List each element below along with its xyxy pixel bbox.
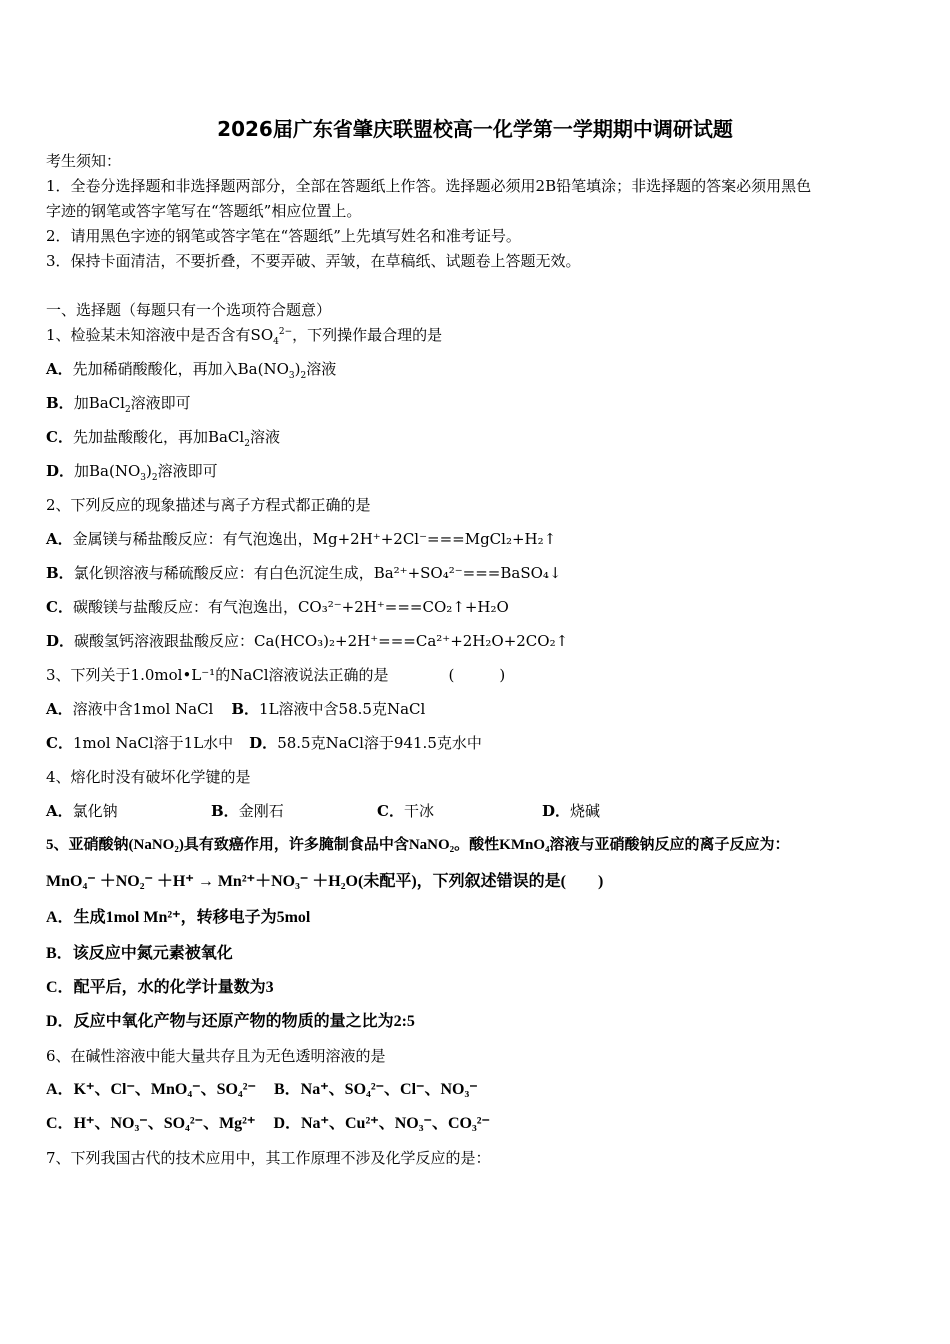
question-3-stem — [46, 665, 505, 685]
question-3-option-b[interactable] — [231, 700, 425, 718]
option-text: 碳酸氢钙溶液跟盐酸反应：Ca(HCO₃)₂+2H⁺===Ca²⁺+2H₂O+2CO₂↑ — [74, 632, 569, 650]
notice-item-1: 1．全卷分选择题和非选择题两部分，全部在答题纸上作答。选择题必须用2B铅笔填涂；非选择题的答案必须用黑色 — [46, 177, 812, 195]
option-label: A． — [46, 1081, 74, 1098]
notice-item-1-cont: 字迹的钢笔或答字笔写在“答题纸”相应位置上。 — [46, 202, 362, 220]
option-label: B． — [273, 1081, 301, 1098]
question-3-options-cd — [46, 733, 482, 753]
question-6-option-d[interactable] — [273, 1115, 490, 1132]
question-2-option-d[interactable] — [46, 631, 568, 651]
question-2-option-a[interactable] — [46, 529, 556, 549]
option-label: B． — [46, 564, 74, 582]
question-1-stem — [46, 325, 442, 345]
question-4-option-a[interactable] — [46, 801, 118, 821]
option-text: 氯化钠 — [72, 802, 118, 820]
option-label: D． — [542, 802, 571, 820]
question-4-option-d[interactable] — [542, 801, 600, 821]
option-label: D． — [273, 1115, 301, 1132]
question-6-option-a[interactable] — [46, 1081, 256, 1098]
option-label: B． — [211, 802, 239, 820]
question-2-option-c[interactable] — [46, 597, 509, 617]
notice-item-3: 3．保持卡面清洁，不要折叠，不要弄破、弄皱，在草稿纸、试题卷上答题无效。 — [46, 252, 581, 270]
question-5-option-a[interactable] — [46, 908, 310, 928]
question-3-option-a[interactable] — [46, 700, 213, 718]
option-text: 该反应中氮元素被氧化 — [72, 945, 233, 962]
option-sub: 2 — [300, 371, 307, 381]
question-5-option-c[interactable] — [46, 978, 274, 998]
option-label: C． — [46, 1115, 74, 1132]
option-label: C． — [46, 979, 74, 996]
question-5-option-d[interactable] — [46, 1012, 415, 1032]
option-text: 溶液 — [249, 428, 280, 446]
option-sub: 3 — [288, 371, 295, 381]
option-text: 溶液 — [306, 360, 337, 378]
question-3-options-ab — [46, 699, 425, 719]
option-text: 金属镁与稀盐酸反应：有气泡逸出，Mg+2H⁺+2Cl⁻===MgCl₂+H₂↑ — [72, 530, 557, 548]
option-label: A． — [46, 909, 74, 926]
option-text: 配平后，水的化学计量数为3 — [73, 979, 274, 996]
question-1-option-b[interactable] — [46, 393, 191, 413]
option-sub: 2 — [244, 439, 250, 449]
question-4-option-c[interactable] — [377, 801, 434, 821]
question-1-option-c[interactable] — [46, 427, 280, 447]
option-text: 烧碱 — [570, 802, 601, 820]
question-6-options-cd — [46, 1114, 490, 1134]
page-title: 2026届广东省肇庆联盟校高一化学第一学期期中调研试题 — [217, 117, 733, 141]
option-label: A． — [46, 700, 73, 718]
option-text: H⁺、NO₃⁻、SO₄²⁻、Mg²⁺ — [73, 1115, 256, 1132]
option-text: 加BaCl — [73, 394, 125, 412]
question-5-equation: MnO₄⁻ ＋NO₂⁻ ＋H⁺ → Mn²⁺＋NO₃⁻ ＋H₂O(未配平)，下列叙述错误的是( ) — [46, 873, 604, 890]
option-text: 溶液中含1mol NaCl — [72, 700, 214, 718]
question-5-stem: 5、亚硝酸钠(NaNO₂)具有致癌作用，许多腌制食品中含NaNO₂。酸性KMnO₄溶液与亚硝酸钠反应的离子反应为： — [46, 837, 790, 853]
option-label: C． — [46, 734, 73, 752]
question-7-stem: 7、下列我国古代的技术应用中，其工作原理不涉及化学反应的是： — [46, 1149, 491, 1167]
option-label: C． — [46, 598, 73, 616]
option-label: A． — [46, 802, 73, 820]
option-text: 溶液即可 — [130, 394, 191, 412]
answer-parentheses: ( ) — [448, 666, 506, 684]
question-4-option-b[interactable] — [211, 801, 284, 821]
question-3-option-d[interactable] — [249, 734, 482, 752]
option-text: 先加盐酸酸化，再加BaCl — [72, 428, 245, 446]
option-label: D． — [46, 462, 75, 480]
question-4-stem: 4、熔化时没有破坏化学键的是 — [46, 768, 251, 786]
option-text: 1L溶液中含58.5克NaCl — [259, 700, 426, 718]
option-text: 金刚石 — [238, 802, 284, 820]
option-label: A． — [46, 360, 73, 378]
option-text: 溶液即可 — [157, 462, 218, 480]
option-text: 干冰 — [403, 802, 434, 820]
q1-stem-sub: 4 — [273, 337, 279, 347]
option-label: B． — [231, 700, 260, 718]
option-text: 先加稀硝酸酸化，再加入Ba(NO — [72, 360, 289, 378]
option-text: 58.5克NaCl溶于941.5克水中 — [277, 734, 482, 752]
question-1-option-d[interactable] — [46, 461, 218, 481]
option-text: K⁺、Cl⁻、MnO₄⁻、SO₄²⁻ — [73, 1081, 256, 1098]
option-text: Na⁺、Cu²⁺、NO₃⁻、CO₃²⁻ — [301, 1115, 490, 1132]
question-6-stem: 6、在碱性溶液中能大量共存且为无色透明溶液的是 — [46, 1047, 386, 1065]
option-sub: 2 — [124, 405, 131, 415]
option-text: 生成1mol Mn²⁺，转移电子为5mol — [73, 909, 311, 926]
question-3-option-c[interactable] — [46, 734, 233, 752]
option-sub: 2 — [151, 473, 158, 483]
option-text: Na⁺、SO₄²⁻、Cl⁻、NO₃⁻ — [300, 1081, 478, 1098]
question-1-option-a[interactable] — [46, 359, 336, 379]
option-label: D． — [46, 1013, 74, 1030]
option-label: B． — [46, 394, 74, 412]
question-2-stem: 2、下列反应的现象描述与离子方程式都正确的是 — [46, 496, 371, 514]
question-5-option-b[interactable] — [46, 944, 233, 964]
option-text: 1mol NaCl溶于1L水中 — [72, 734, 234, 752]
q1-stem-text: 1、检验某未知溶液中是否含有SO — [46, 326, 274, 344]
option-label: D． — [46, 632, 75, 650]
option-sub: 3 — [140, 473, 146, 483]
notice-heading: 考生须知： — [46, 152, 122, 170]
option-label: A． — [46, 530, 73, 548]
question-6-options-ab — [46, 1080, 478, 1100]
question-2-option-b[interactable] — [46, 563, 562, 583]
option-text: ) — [146, 462, 152, 480]
option-text: 碳酸镁与盐酸反应：有气泡逸出，CO₃²⁻+2H⁺===CO₂↑+H₂O — [72, 598, 509, 616]
option-label: C． — [377, 802, 404, 820]
option-text: 反应中氧化产物与还原产物的物质的量之比为2:5 — [73, 1013, 415, 1030]
option-label: C． — [46, 428, 73, 446]
section-heading: 一、选择题（每题只有一个选项符合题意） — [46, 301, 332, 319]
option-text: 氯化钡溶液与稀硫酸反应：有白色沉淀生成，Ba²⁺+SO₄²⁻===BaSO₄↓ — [73, 564, 562, 582]
option-text: 加Ba(NO — [74, 462, 141, 480]
option-label: B． — [46, 945, 73, 962]
q1-stem-sup: 2− — [278, 327, 293, 337]
question-6-option-b[interactable] — [274, 1081, 478, 1098]
option-label: D． — [249, 734, 278, 752]
q1-stem-text-end: ，下列操作最合理的是 — [292, 326, 443, 344]
question-6-option-c[interactable] — [46, 1115, 255, 1132]
option-text: ) — [294, 360, 301, 378]
q3-stem-text: 3、下列关于1.0mol•L⁻¹的NaCl溶液说法正确的是 — [46, 666, 389, 684]
notice-item-2: 2．请用黑色字迹的钢笔或答字笔在“答题纸”上先填写姓名和准考证号。 — [46, 227, 521, 245]
